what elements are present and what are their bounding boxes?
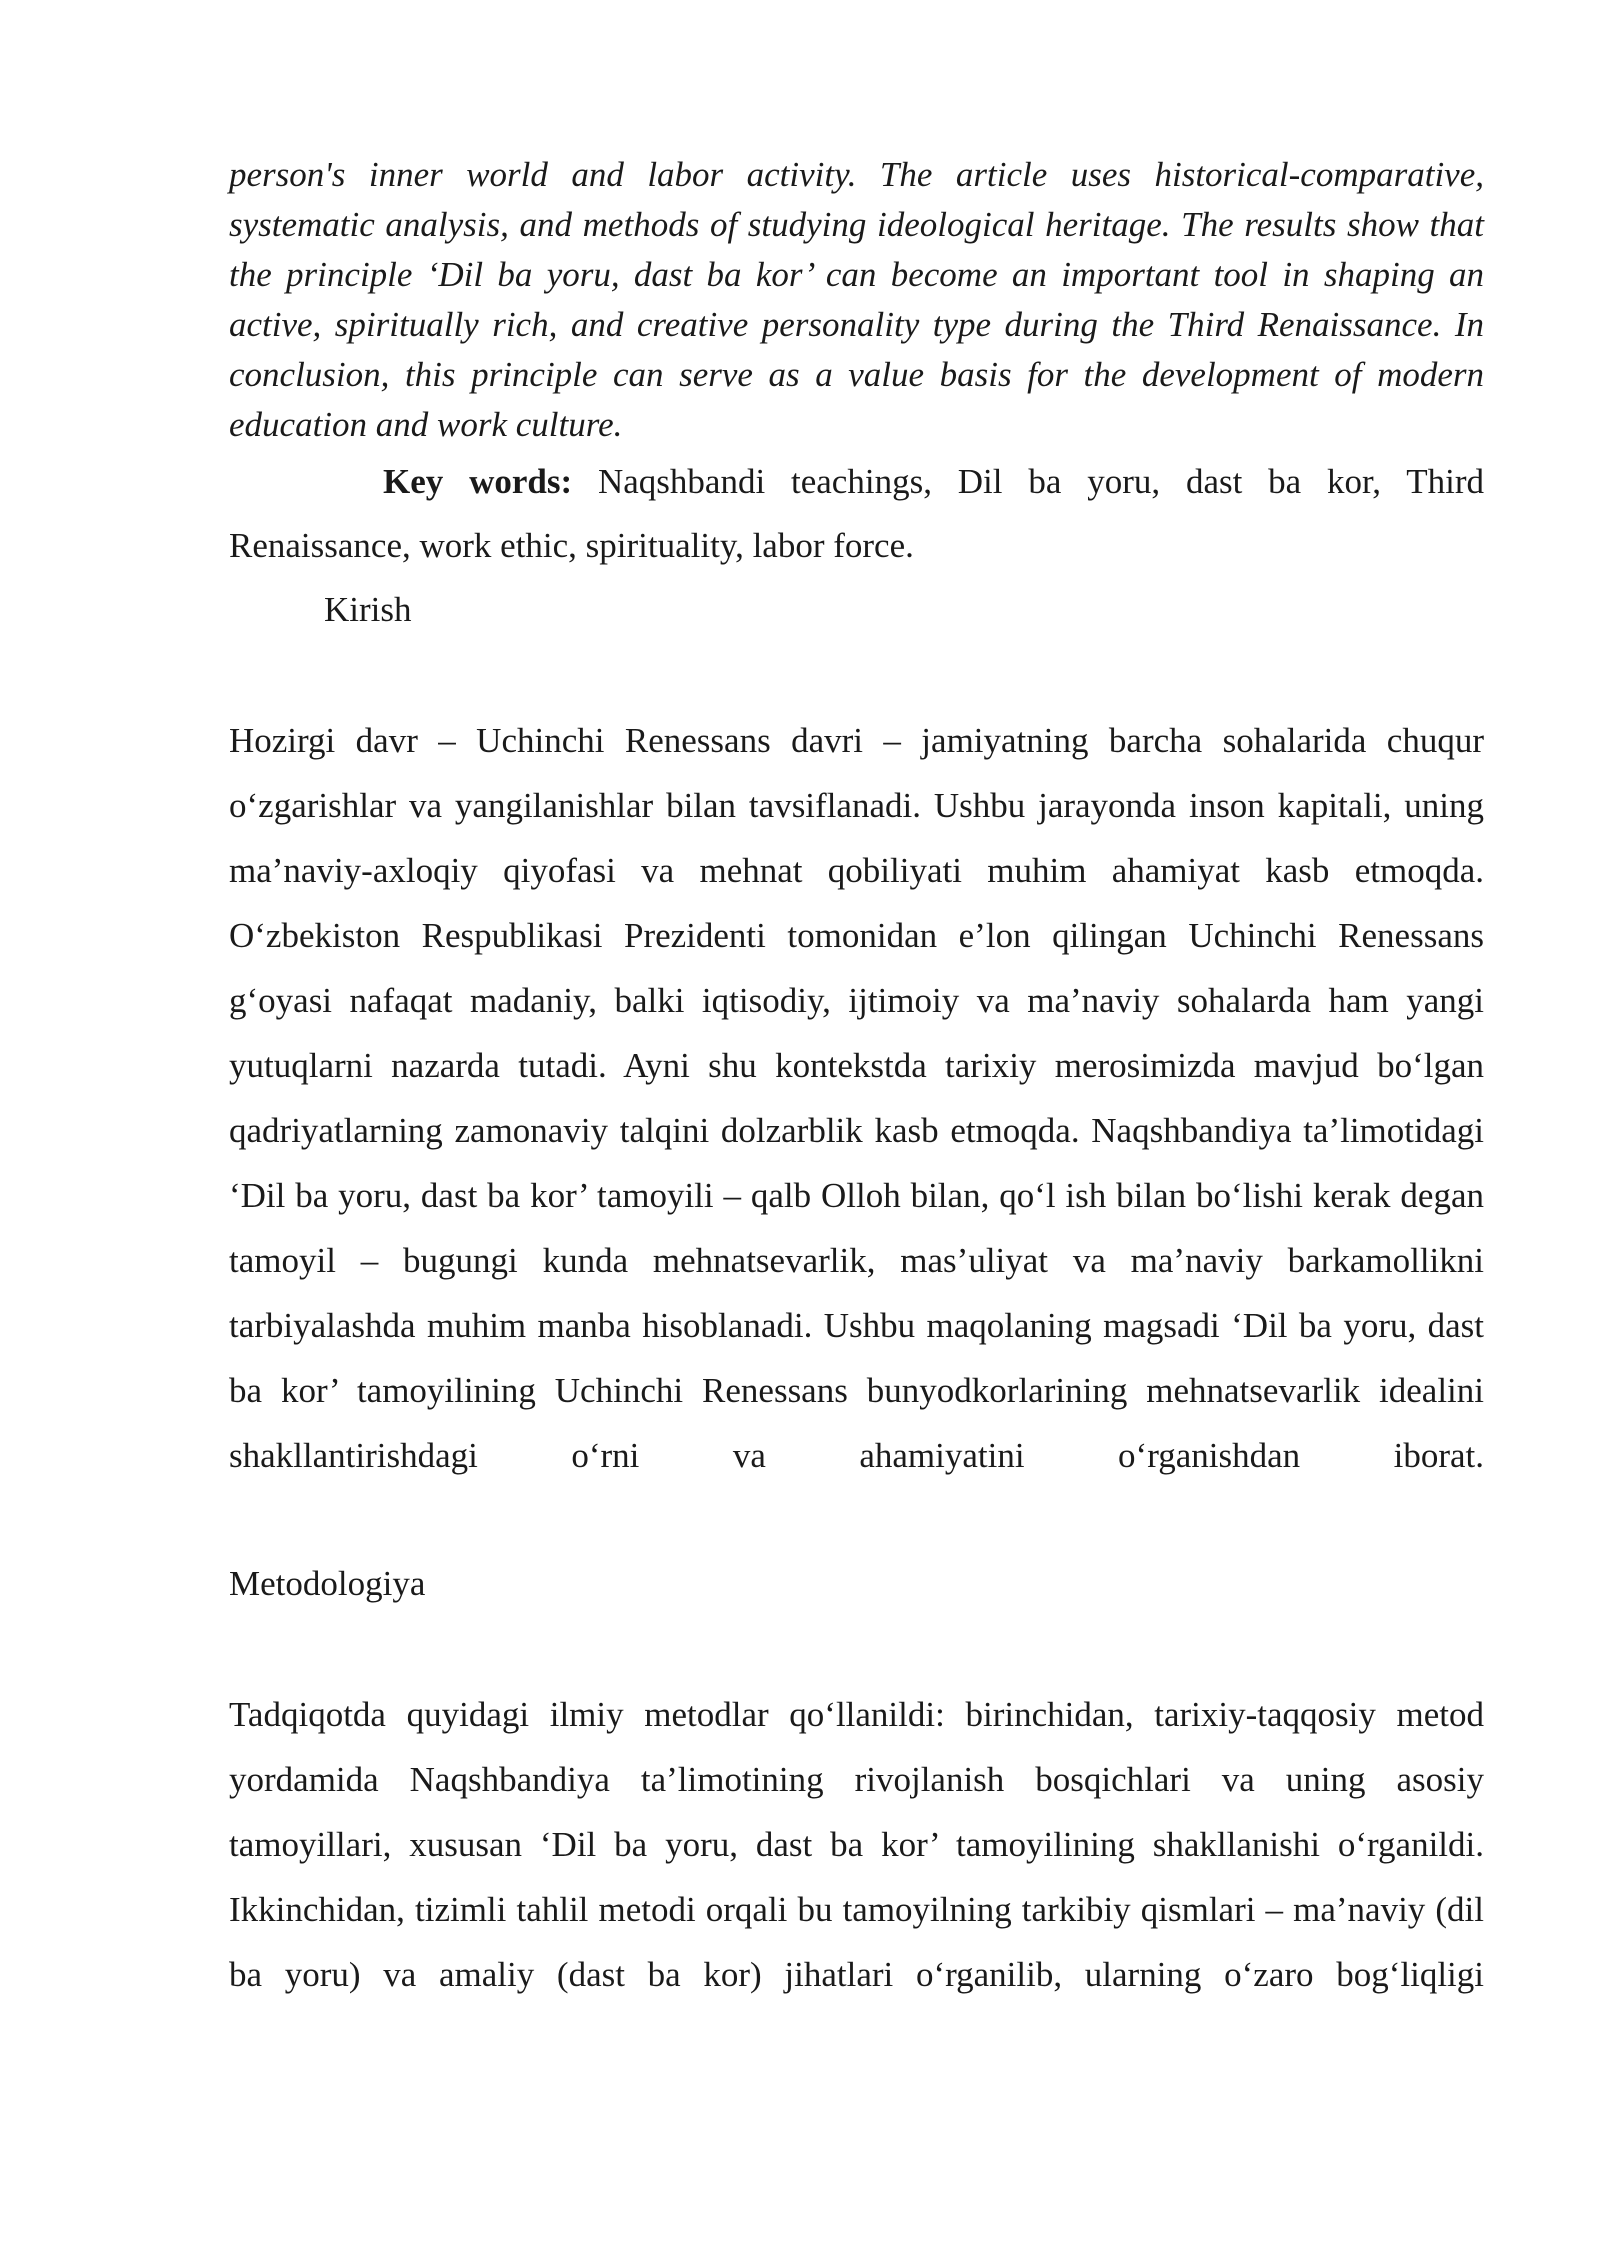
intro-paragraph: Hozirgi davr – Uchinchi Renessans davri – jamiyatning barcha sohalarida chuqur o‘zgarishlar va yangilanishlar bilan tavsiflanadi. Ushbu jarayonda inson kapitali, uning ma’naviy-axloqiy qiyofasi va mehnat qobiliyati muhim ahamiyat kasb etmoqda. O‘zbekiston Respublikasi Prezidenti tomonidan e’lon qilingan Uchinchi Renessans g‘oyasi nafaqat madaniy, balki iqtisodiy, ijtimoiy va ma’naviy sohalarda ham yangi yutuqlarni nazarda tutadi. Ayni shu kontekstda tarixiy merosimizda mavjud bo‘lgan qadriyatlarning zamonaviy talqini dolzarblik kasb etmoqda. Naqshbandiya ta’limotidagi ‘Dil ba yoru, dast ba kor’ tamoyili – qalb Olloh bilan, qo‘l ish bilan bo‘lishi kerak degan tamoyil – bugungi kunda mehnatsevarlik, mas’uliyat va ma’naviy barkamollikni tarbiyalashda muhim manba hisoblanadi. Ushbu maqolaning magsadi ‘Dil ba yoru, dast ba kor’ tamoyilining Uchinchi Renessans bunyodkorlarining mehnatsevarlik idealini shakllantirishdagi o‘rni va ahamiyatini o‘rganishdan iborat. <box>229 721 1484 1475</box>
keywords-label: Key words: <box>383 462 573 501</box>
methodology-paragraph: Tadqiqotda quyidagi ilmiy metodlar qo‘llanildi: birinchidan, tarixiy-taqqosiy metod yordamida Naqshbandiya ta’limotining rivojlanish bosqichlari va uning asosiy tamoyillari, xususan ‘Dil ba yoru, dast ba kor’ tamoyilining shakllanishi o‘rganildi. Ikkinchidan, tizimli tahlil metodi orqali bu tamoyilning tarkibiy qismlari – ma’naviy (dil ba yoru) va amaliy (dast ba kor) jihatlari o‘rganilib, ularning o‘zaro bog‘liqligi <box>229 1695 1484 1994</box>
keywords-text: Naqshbandi teachings, Dil ba yoru, dast ba kor, Third Renaissance, work ethic, spirituality, labor force. <box>229 462 1485 565</box>
intro-heading: Kirish <box>324 590 412 629</box>
abstract-paragraph: person's inner world and labor activity. The article uses historical-comparative, systematic analysis, and methods of studying ideological heritage. The results show that the principle ‘Dil ba yoru, dast ba kor’ can become an important tool in shaping an active, spiritually rich, and creative personality type during the Third Renaissance. In conclusion, this principle can serve as a value basis for the development of modern education and work culture. <box>229 155 1484 444</box>
document-page <box>229 150 1484 2007</box>
methodology-heading: Metodologiya <box>229 1564 426 1603</box>
keywords-paragraph <box>229 450 1484 578</box>
